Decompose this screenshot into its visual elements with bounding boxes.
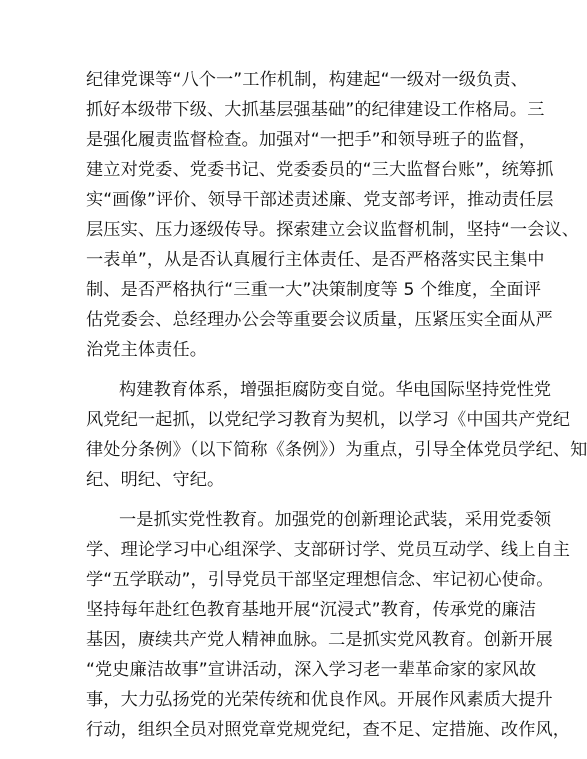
body-text-line: 基因，赓续共产党人精神血脉。二是抓实党风教育。创新开展	[86, 630, 553, 650]
body-text-line: 坚持每年赴红色教育基地开展“沉浸式”教育，传承党的廉洁	[86, 600, 537, 620]
body-text-line: 学、理论学习中心组深学、支部研讨学、党员互动学、线上自主	[86, 540, 571, 560]
paragraph-first-line: 一是抓实党性教育。加强党的创新理论武装，采用党委领	[119, 510, 552, 530]
body-text-line: 行动，组织全员对照党章党规党纪，查不足、定措施、改作风，	[86, 720, 571, 740]
body-text-line: 实“画像”评价、领导干部述责述廉、党支部考评，推动责任层	[86, 190, 554, 210]
body-text-line: 律处分条例》（以下简称《条例》）为重点，引导全体党员学纪、知	[86, 440, 587, 460]
body-text-line: 层压实、压力逐级传导。探索建立会议监督机制，坚持“一会议、	[86, 220, 580, 240]
body-text-line: 事，大力弘扬党的光荣传统和优良作风。开展作风素质大提升	[86, 690, 553, 710]
body-text-line: 治党主体责任。	[86, 340, 208, 360]
body-text-line: 一表单”，从是否认真履行主体责任、是否严格落实民主集中	[86, 250, 545, 270]
body-text-line: “党史廉洁故事”宣讲活动，深入学习老一辈革命家的家风故	[86, 660, 537, 680]
body-text-line: 估党委会、总经理办公会等重要会议质量，压紧压实全面从严	[86, 310, 553, 330]
paragraph-first-line: 构建教育体系，增强拒腐防变自觉。华电国际坚持党性党	[119, 380, 552, 400]
body-text-line: 抓好本级带下级、大抓基层强基础”的纪律建设工作格局。三	[86, 100, 545, 120]
body-text-line: 风党纪一起抓，以党纪学习教育为契机，以学习《中国共产党纪	[86, 410, 571, 430]
body-text-line: 是强化履责监督检查。加强对“一把手”和领导班子的监督，	[86, 130, 537, 150]
body-text-line: 学“五学联动”，引导党员干部坚定理想信念、牢记初心使命。	[86, 570, 554, 590]
body-text-line: 建立对党委、党委书记、党委委员的“三大监督台账”，统筹抓	[86, 160, 554, 180]
body-text-line: 纪律党课等“八个一”工作机制，构建起“一级对一级负责、	[86, 70, 528, 90]
body-text-line: 制、是否严格执行“三重一大”决策制度等 5 个维度，全面评	[86, 280, 542, 300]
body-text-line: 纪、明纪、守纪。	[86, 470, 225, 490]
